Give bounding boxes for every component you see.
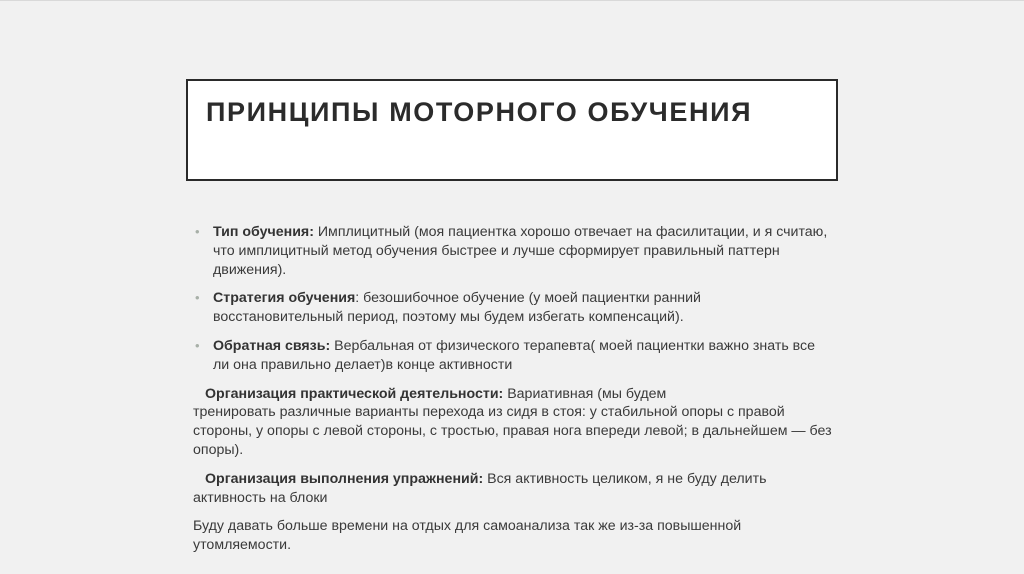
bullet-item (193, 223, 833, 279)
bullet-dot-icon: • (195, 337, 200, 353)
title-box (186, 79, 838, 181)
slide-title: ПРИНЦИПЫ МОТОРНОГО ОБУЧЕНИЯ (206, 97, 753, 127)
bullet-label: Тип обучения: (213, 224, 314, 240)
bullet-label: Стратегия обучения (213, 290, 356, 307)
bullet-dot-icon: • (195, 224, 200, 239)
exercises-label: Организация выполнения упражнений: (205, 470, 484, 487)
bullet-text: : безошибочное обучение (у моей пациентки ранний восстановительный период, поэтому мы будем избегать компенсаций). (213, 290, 701, 326)
bullet-dot-icon: • (195, 290, 200, 306)
practice-first-line (193, 385, 833, 404)
slide-content (193, 223, 833, 565)
practice-paragraph (193, 385, 833, 460)
exercises-rest-text: активность на блоки (193, 489, 328, 506)
exercises-first-text: Вся активность целиком, я не буду делить (483, 470, 767, 487)
practice-rest-text: тренировать различные варианты перехода из сидя в стоя: у стабильной опоры с правой стороны, у опоры с левой стороны, с тростью, правая нога впереди левой; в дальнейшем — без опоры). (193, 404, 832, 458)
bullet-label: Обратная связь: (213, 337, 331, 354)
bullet-text: Имплицитный (моя пациентка хорошо отвечает на фасилитации, и я считаю, что имплицитный метод обучения быстрее и лучше сформирует правильный паттерн движения). (213, 224, 828, 278)
bullet-text: Вербальная от физического терапевта( моей пациентки важно знать все ли она правильно делает)в конце активности (213, 337, 816, 373)
rest-note: Буду давать больше времени на отдых для самоанализа так же из-за повышенной утомляемости. (193, 518, 742, 554)
practice-label: Организация практической деятельности: (205, 385, 504, 402)
exercises-paragraph (193, 470, 833, 508)
practice-first-text: Вариативная (мы будем (503, 385, 667, 402)
bullet-item (193, 337, 833, 375)
bullet-item (193, 289, 833, 327)
exercises-first-line (193, 470, 833, 489)
